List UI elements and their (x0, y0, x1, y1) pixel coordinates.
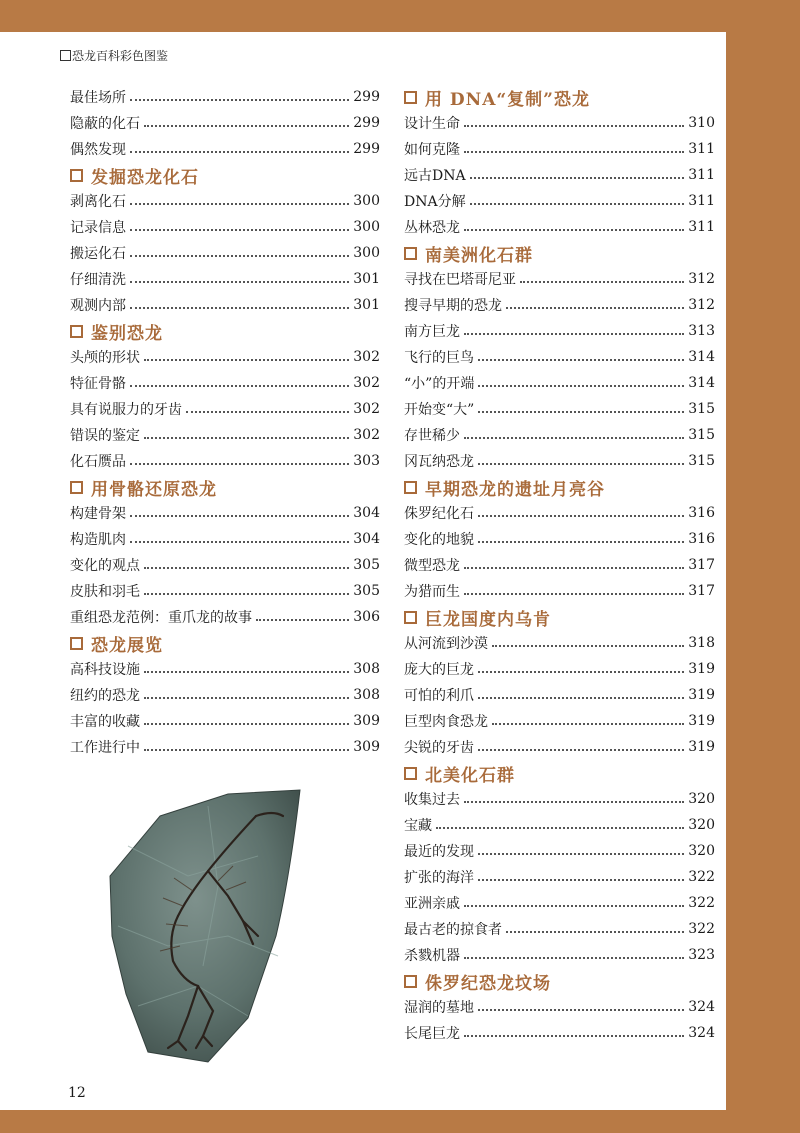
dot-leader (130, 385, 349, 387)
dot-leader (144, 749, 349, 751)
entry-page-number: 300 (353, 245, 380, 261)
entry-page-number: 308 (353, 661, 380, 677)
toc-entry[interactable] (404, 708, 715, 734)
entry-title: DNA分解 (404, 194, 466, 210)
entry-title: 构造肌肉 (70, 532, 126, 548)
entry-page-number: 300 (353, 193, 380, 209)
entry-title: 开始变“大” (404, 402, 475, 418)
toc-entry[interactable] (404, 786, 715, 812)
entry-title: 仔细清洗 (70, 272, 126, 288)
entry-page-number: 303 (353, 453, 380, 469)
dot-leader (144, 567, 349, 569)
entry-page-number: 323 (688, 947, 715, 963)
section-title: 鉴别恐龙 (91, 323, 163, 344)
dot-leader (478, 463, 684, 465)
entry-page-number: 317 (688, 557, 715, 573)
entry-title: 具有说服力的牙齿 (70, 402, 182, 418)
entry-page-number: 300 (353, 219, 380, 235)
dot-leader (144, 593, 349, 595)
toc-entry[interactable] (70, 682, 380, 708)
toc-entry[interactable] (70, 500, 380, 526)
dot-leader (464, 905, 684, 907)
entry-title: 头颅的形状 (70, 350, 140, 366)
toc-entry[interactable] (70, 708, 380, 734)
toc-section-heading (70, 318, 380, 344)
entry-title: “小”的开端 (404, 376, 475, 392)
dot-leader (492, 723, 684, 725)
entry-page-number: 324 (688, 1025, 715, 1041)
entry-page-number: 299 (353, 89, 380, 105)
dot-leader (464, 229, 684, 231)
page-number: 12 (68, 1085, 86, 1101)
toc-section-heading (404, 604, 715, 630)
toc-section-heading (70, 162, 380, 188)
section-title: 发掘恐龙化石 (91, 167, 199, 188)
toc-section-heading (404, 240, 715, 266)
entry-page-number: 320 (688, 817, 715, 833)
toc-entry[interactable] (70, 266, 380, 292)
entry-page-number: 319 (688, 739, 715, 755)
section-title: 早期恐龙的遗址月亮谷 (425, 479, 605, 500)
entry-page-number: 301 (353, 271, 380, 287)
entry-page-number: 312 (688, 271, 715, 287)
toc-entry[interactable] (70, 84, 380, 110)
entry-title: 丛林恐龙 (404, 220, 460, 236)
entry-page-number: 309 (353, 739, 380, 755)
dot-leader (464, 593, 684, 595)
toc-entry[interactable] (404, 812, 715, 838)
entry-title: 收集过去 (404, 792, 460, 808)
dot-leader (436, 827, 684, 829)
dot-leader (464, 125, 684, 127)
entry-page-number: 315 (688, 453, 715, 469)
toc-entry[interactable] (404, 864, 715, 890)
entry-title: 剥离化石 (70, 194, 126, 210)
fossil-slab-illustration (108, 786, 308, 1064)
dot-leader (144, 697, 349, 699)
section-title: 侏罗纪恐龙坟场 (425, 973, 551, 994)
entry-page-number: 320 (688, 843, 715, 859)
entry-title: 丰富的收藏 (70, 714, 140, 730)
toc-left-column (70, 84, 380, 760)
entry-page-number: 318 (688, 635, 715, 651)
entry-page-number: 314 (688, 349, 715, 365)
dot-leader (478, 749, 684, 751)
toc-entry[interactable] (70, 396, 380, 422)
entry-title: 微型恐龙 (404, 558, 460, 574)
entry-title: 观测内部 (70, 298, 126, 314)
dot-leader (464, 437, 684, 439)
entry-title: 湿润的墓地 (404, 1000, 474, 1016)
section-title: 恐龙展览 (91, 635, 163, 656)
dot-leader (130, 151, 349, 153)
entry-title: 庞大的巨龙 (404, 662, 474, 678)
entry-page-number: 306 (353, 609, 380, 625)
entry-title: 重组恐龙范例：重爪龙的故事 (70, 610, 252, 626)
entry-title: 搜寻早期的恐龙 (404, 298, 502, 314)
toc-entry[interactable] (70, 578, 380, 604)
toc-entry[interactable] (70, 110, 380, 136)
entry-page-number: 322 (688, 869, 715, 885)
dot-leader (478, 671, 684, 673)
entry-title: 南方巨龙 (404, 324, 460, 340)
dot-leader (144, 437, 349, 439)
toc-section-heading (404, 968, 715, 994)
toc-entry[interactable] (70, 214, 380, 240)
dot-leader (492, 645, 684, 647)
toc-entry[interactable] (404, 422, 715, 448)
dot-leader (478, 697, 684, 699)
toc-entry[interactable] (404, 734, 715, 760)
dot-leader (478, 541, 684, 543)
entry-title: 冈瓦纳恐龙 (404, 454, 474, 470)
toc-entry[interactable] (70, 292, 380, 318)
dot-leader (464, 567, 684, 569)
section-title: 用 DNA“复制”恐龙 (425, 89, 590, 110)
section-title: 巨龙国度内乌肯 (425, 609, 551, 630)
toc-entry[interactable] (404, 838, 715, 864)
toc-section-heading (404, 474, 715, 500)
entry-page-number: 315 (688, 427, 715, 443)
running-header (60, 47, 168, 64)
entry-page-number: 315 (688, 401, 715, 417)
section-title: 北美化石群 (425, 765, 515, 786)
checkbox-square-icon (404, 247, 417, 260)
header-box-icon (60, 50, 71, 61)
entry-page-number: 316 (688, 505, 715, 521)
dot-leader (464, 801, 684, 803)
entry-title: 尖锐的牙齿 (404, 740, 474, 756)
checkbox-square-icon (70, 325, 83, 338)
entry-page-number: 312 (688, 297, 715, 313)
entry-page-number: 305 (353, 557, 380, 573)
entry-page-number: 324 (688, 999, 715, 1015)
entry-page-number: 317 (688, 583, 715, 599)
checkbox-square-icon (404, 481, 417, 494)
entry-page-number: 319 (688, 661, 715, 677)
toc-entry[interactable] (404, 162, 715, 188)
toc-section-heading (70, 474, 380, 500)
entry-title: 亚洲亲戚 (404, 896, 460, 912)
entry-title: 如何克隆 (404, 142, 460, 158)
entry-page-number: 320 (688, 791, 715, 807)
dot-leader (470, 203, 685, 205)
entry-title: 巨型肉食恐龙 (404, 714, 488, 730)
entry-page-number: 302 (353, 427, 380, 443)
toc-entry[interactable] (404, 890, 715, 916)
toc-entry[interactable] (404, 526, 715, 552)
dot-leader (130, 515, 349, 517)
toc-entry[interactable] (404, 994, 715, 1020)
entry-page-number: 305 (353, 583, 380, 599)
entry-title: 偶然发现 (70, 142, 126, 158)
toc-section-heading (404, 84, 715, 110)
dot-leader (130, 463, 349, 465)
dot-leader (130, 229, 349, 231)
checkbox-square-icon (70, 637, 83, 650)
toc-entry[interactable] (404, 110, 715, 136)
entry-page-number: 313 (688, 323, 715, 339)
toc-entry[interactable] (70, 552, 380, 578)
dot-leader (478, 359, 684, 361)
toc-entry[interactable] (404, 578, 715, 604)
toc-entry[interactable] (70, 136, 380, 162)
dot-leader (464, 957, 684, 959)
entry-title: 最近的发现 (404, 844, 474, 860)
entry-title: 变化的地貌 (404, 532, 474, 548)
toc-entry[interactable] (404, 344, 715, 370)
entry-title: 扩张的海洋 (404, 870, 474, 886)
toc-entry[interactable] (404, 188, 715, 214)
entry-page-number: 311 (688, 193, 715, 209)
entry-title: 远古DNA (404, 168, 466, 184)
toc-entry[interactable] (404, 916, 715, 942)
toc-entry[interactable] (404, 500, 715, 526)
dot-leader (478, 853, 684, 855)
toc-entry[interactable] (70, 188, 380, 214)
entry-title: 最佳场所 (70, 90, 126, 106)
dot-leader (464, 151, 684, 153)
toc-entry[interactable] (404, 266, 715, 292)
toc-entry[interactable] (70, 422, 380, 448)
dot-leader (464, 333, 684, 335)
entry-title: 工作进行中 (70, 740, 140, 756)
entry-page-number: 299 (353, 115, 380, 131)
toc-entry[interactable] (404, 214, 715, 240)
toc-entry[interactable] (404, 630, 715, 656)
dot-leader (130, 203, 349, 205)
dot-leader (506, 931, 684, 933)
entry-title: 搬运化石 (70, 246, 126, 262)
entry-page-number: 314 (688, 375, 715, 391)
dot-leader (478, 879, 684, 881)
toc-entry[interactable] (70, 656, 380, 682)
toc-entry[interactable] (404, 682, 715, 708)
section-title: 用骨骼还原恐龙 (91, 479, 217, 500)
toc-entry[interactable] (70, 604, 380, 630)
dot-leader (464, 1035, 684, 1037)
entry-title: 存世稀少 (404, 428, 460, 444)
toc-entry[interactable] (404, 552, 715, 578)
checkbox-square-icon (404, 975, 417, 988)
entry-title: 飞行的巨鸟 (404, 350, 474, 366)
checkbox-square-icon (404, 611, 417, 624)
toc-entry[interactable] (404, 318, 715, 344)
checkbox-square-icon (70, 481, 83, 494)
toc-right-column (404, 84, 715, 1046)
entry-page-number: 319 (688, 687, 715, 703)
dot-leader (144, 671, 349, 673)
entry-title: 变化的观点 (70, 558, 140, 574)
toc-entry[interactable] (70, 734, 380, 760)
entry-page-number: 301 (353, 297, 380, 313)
toc-entry[interactable] (70, 448, 380, 474)
dot-leader (478, 515, 684, 517)
entry-title: 可怕的利爪 (404, 688, 474, 704)
entry-title: 杀戮机器 (404, 948, 460, 964)
dot-leader (130, 99, 349, 101)
toc-entry[interactable] (70, 240, 380, 266)
checkbox-square-icon (70, 169, 83, 182)
entry-page-number: 302 (353, 401, 380, 417)
entry-page-number: 310 (688, 115, 715, 131)
entry-page-number: 308 (353, 687, 380, 703)
toc-entry[interactable] (404, 136, 715, 162)
entry-title: 设计生命 (404, 116, 460, 132)
entry-page-number: 304 (353, 505, 380, 521)
toc-section-heading (70, 630, 380, 656)
entry-title: 特征骨骼 (70, 376, 126, 392)
dot-leader (130, 255, 349, 257)
dot-leader (256, 619, 349, 621)
toc-entry[interactable] (404, 942, 715, 968)
entry-title: 侏罗纪化石 (404, 506, 474, 522)
dot-leader (506, 307, 684, 309)
entry-page-number: 322 (688, 895, 715, 911)
entry-page-number: 309 (353, 713, 380, 729)
entry-title: 长尾巨龙 (404, 1026, 460, 1042)
entry-page-number: 319 (688, 713, 715, 729)
dot-leader (130, 307, 349, 309)
dot-leader (186, 411, 349, 413)
entry-title: 高科技设施 (70, 662, 140, 678)
dot-leader (470, 177, 685, 179)
section-title: 南美洲化石群 (425, 245, 533, 266)
entry-title: 宝藏 (404, 818, 432, 834)
dot-leader (478, 385, 684, 387)
dot-leader (130, 541, 349, 543)
entry-page-number: 299 (353, 141, 380, 157)
toc-entry[interactable] (404, 370, 715, 396)
entry-page-number: 322 (688, 921, 715, 937)
toc-entry[interactable] (404, 292, 715, 318)
entry-page-number: 304 (353, 531, 380, 547)
toc-entry[interactable] (70, 526, 380, 552)
dot-leader (144, 125, 349, 127)
entry-title: 寻找在巴塔哥尼亚 (404, 272, 516, 288)
dot-leader (478, 411, 684, 413)
dot-leader (144, 723, 349, 725)
toc-entry[interactable] (70, 370, 380, 396)
entry-title: 最古老的掠食者 (404, 922, 502, 938)
entry-title: 化石赝品 (70, 454, 126, 470)
dot-leader (130, 281, 349, 283)
toc-entry[interactable] (404, 448, 715, 474)
toc-entry[interactable] (404, 656, 715, 682)
entry-title: 从河流到沙漠 (404, 636, 488, 652)
checkbox-square-icon (404, 767, 417, 780)
toc-entry[interactable] (404, 396, 715, 422)
entry-title: 构建骨架 (70, 506, 126, 522)
entry-page-number: 311 (688, 167, 715, 183)
dot-leader (478, 1009, 684, 1011)
entry-page-number: 316 (688, 531, 715, 547)
entry-title: 记录信息 (70, 220, 126, 236)
dot-leader (520, 281, 684, 283)
entry-page-number: 302 (353, 375, 380, 391)
entry-page-number: 302 (353, 349, 380, 365)
toc-entry[interactable] (404, 1020, 715, 1046)
entry-title: 错误的鉴定 (70, 428, 140, 444)
entry-title: 为猎而生 (404, 584, 460, 600)
entry-page-number: 311 (688, 219, 715, 235)
entry-page-number: 311 (688, 141, 715, 157)
toc-section-heading (404, 760, 715, 786)
checkbox-square-icon (404, 91, 417, 104)
toc-entry[interactable] (70, 344, 380, 370)
entry-title: 隐蔽的化石 (70, 116, 140, 132)
entry-title: 纽约的恐龙 (70, 688, 140, 704)
dot-leader (144, 359, 349, 361)
entry-title: 皮肤和羽毛 (70, 584, 140, 600)
book-title: 恐龙百科彩色图鉴 (72, 49, 169, 63)
